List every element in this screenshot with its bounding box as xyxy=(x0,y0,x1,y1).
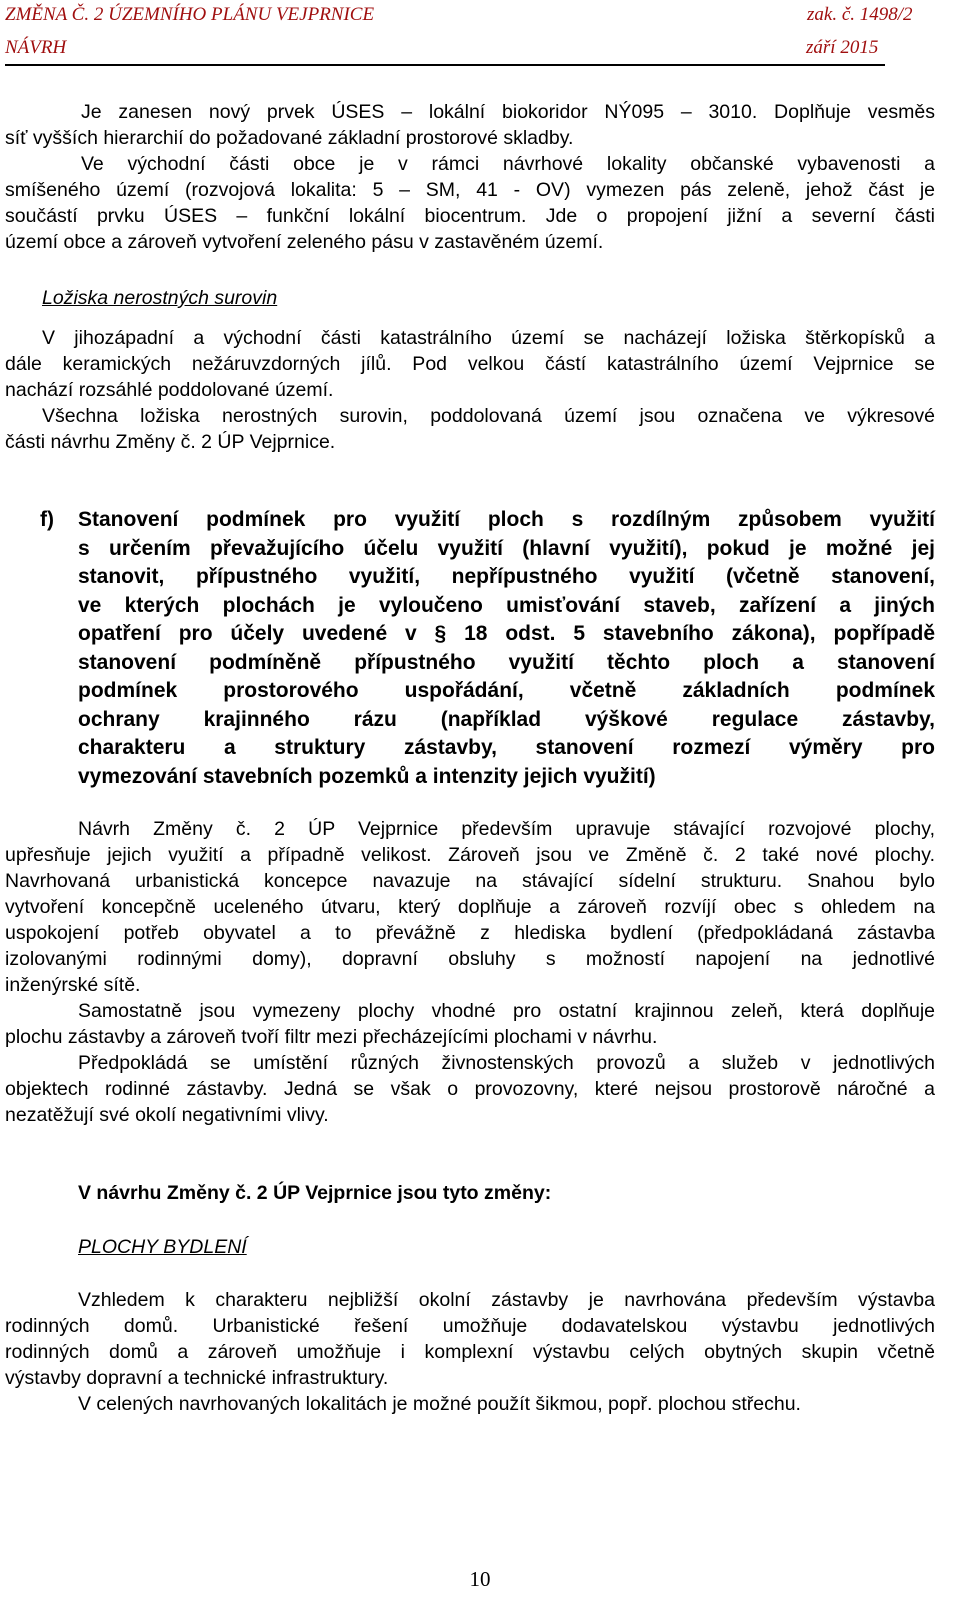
text-line: opatření pro účely uvedené v § 18 odst. 5 stavebního zákona), popřípadě xyxy=(78,622,935,645)
text-line: Všechna ložiska nerostných surovin, poddolovaná území jsou označena ve výkresové xyxy=(42,405,935,427)
text-line: plochu zástavby a zároveň tvoří filtr mezi přecházejícími plochami v návrhu. xyxy=(5,1026,658,1048)
text-line: Ve východní části obce je v rámci návrhové lokality občanské vybavenosti a xyxy=(81,153,935,175)
text-line: vytvoření koncepčně uceleného útvaru, který doplňuje a zároveň rozvíjí obec s ohledem na xyxy=(5,896,935,918)
header-status: NÁVRH xyxy=(5,37,67,58)
header-title: ZMĚNA Č. 2 ÚZEMNÍHO PLÁNU VEJPRNICE xyxy=(5,4,375,25)
paragraph-housing xyxy=(5,1287,935,1417)
text-line: objektech rodinné zástavby. Jedná se však o provozovny, které nejsou prostorově náročné a xyxy=(5,1078,935,1100)
text-line: Je zanesen nový prvek ÚSES – lokální biokoridor NÝ095 – 3010. Doplňuje vesměs xyxy=(81,101,935,123)
text-line: Navrhovaná urbanistická koncepce navazuje na stávající sídelní strukturu. Snahou bylo xyxy=(5,870,935,892)
text-line: upřesňuje jejich využití a případně velikost. Zároveň jsou ve Změně č. 2 také nové plochy. xyxy=(5,844,935,866)
text-line: části návrhu Změny č. 2 ÚP Vejprnice. xyxy=(5,431,336,453)
text-line: s určením převažujícího účelu využití (hlavní využití), pokud je možné jej xyxy=(78,536,935,560)
text-line: vymezování stavebních pozemků a intenzity jejich využití) xyxy=(78,764,656,788)
text-line: nachází rozsáhlé poddolované území. xyxy=(5,379,334,401)
page-number: 10 xyxy=(469,1567,491,1591)
text-line: Stanovení podmínek pro využití ploch s rozdílným způsobem využití xyxy=(78,508,935,531)
text-line: ochrany krajinného rázu (například výškové regulace zástavby, xyxy=(78,707,935,731)
text-line: ve kterých plochách je vyloučeno umisťování staveb, zařízení a jiných xyxy=(78,593,935,617)
text-line: Předpokládá se umístění různých živnostenských provozů a služeb v jednotlivých xyxy=(78,1052,935,1074)
changes-heading: V návrhu Změny č. 2 ÚP Vejprnice jsou tyto změny: xyxy=(78,1182,552,1204)
text-line: Vzhledem k charakteru nejbližší okolní zástavby je navrhována především výstavba xyxy=(78,1289,935,1311)
text-line: Samostatně jsou vymezeny plochy vhodné pro ostatní krajinnou zeleň, která doplňuje xyxy=(78,1000,935,1022)
text-line: výstavby dopravní a technické infrastruktury. xyxy=(5,1367,389,1389)
paragraph-urbanism xyxy=(5,816,935,1128)
changes-subheading: PLOCHY BYDLENÍ xyxy=(78,1236,247,1258)
text-line: rodinných domů. Urbanistické řešení umožňuje dodavatelskou výstavbu jednotlivých xyxy=(5,1315,935,1337)
paragraph-uses xyxy=(5,99,935,255)
text-line: rodinných domů a zároveň umožňuje i komplexní výstavbu celých obytných skupin včetně xyxy=(5,1341,935,1363)
paragraph-loziska xyxy=(5,325,935,455)
text-line: uspokojení potřeb obyvatel a to převážně z hlediska bydlení (předpokládaná zástavba xyxy=(5,922,935,944)
text-line: V celených navrhovaných lokalitách je možné použít šikmou, popř. plochou střechu. xyxy=(78,1393,801,1415)
text-line: stanovit, přípustného využití, nepřípustného využití (včetně stanovení, xyxy=(78,565,935,588)
header-date: září 2015 xyxy=(806,37,879,58)
section-label: f) xyxy=(40,508,54,531)
text-line: Návrh Změny č. 2 ÚP Vejprnice především upravuje stávající rozvojové plochy, xyxy=(78,818,935,840)
text-line: inženýrské sítě. xyxy=(5,974,141,996)
text-line: součástí prvku ÚSES – funkční lokální biocentrum. Jde o propojení jižní a severní části xyxy=(5,205,935,227)
text-line: síť vyšších hierarchií do požadované základní prostorové skladby. xyxy=(5,127,574,149)
section-heading-loziska: Ložiska nerostných surovin xyxy=(42,287,278,309)
text-line: stanovení podmíněně přípustného využití těchto ploch a stanovení xyxy=(78,650,935,674)
header-divider xyxy=(5,64,885,66)
text-line: nezatěžují své okolí negativními vlivy. xyxy=(5,1104,329,1126)
text-line: území obce a zároveň vytvoření zeleného pásu v zastavěném území. xyxy=(5,231,604,253)
text-line: podmínek prostorového uspořádání, včetně základních podmínek xyxy=(78,679,935,702)
header-reference: zak. č. 1498/2 xyxy=(807,4,913,25)
section-f-text xyxy=(78,506,935,791)
text-line: izolovanými rodinnými domy), dopravní obsluhy s možností napojení na jednotlivé xyxy=(5,948,935,970)
text-line: charakteru a struktury zástavby, stanovení rozmezí výměry pro xyxy=(78,736,935,759)
text-line: V jihozápadní a východní části katastrálního území se nacházejí ložiska štěrkopísků a xyxy=(42,327,935,349)
text-line: dále keramických nežáruvzdorných jílů. Pod velkou částí katastrálního území Vejprnice se xyxy=(5,353,935,375)
text-line: smíšeného území (rozvojová lokalita: 5 – SM, 41 - OV) vymezen pás zeleně, jehož část je xyxy=(5,179,935,201)
